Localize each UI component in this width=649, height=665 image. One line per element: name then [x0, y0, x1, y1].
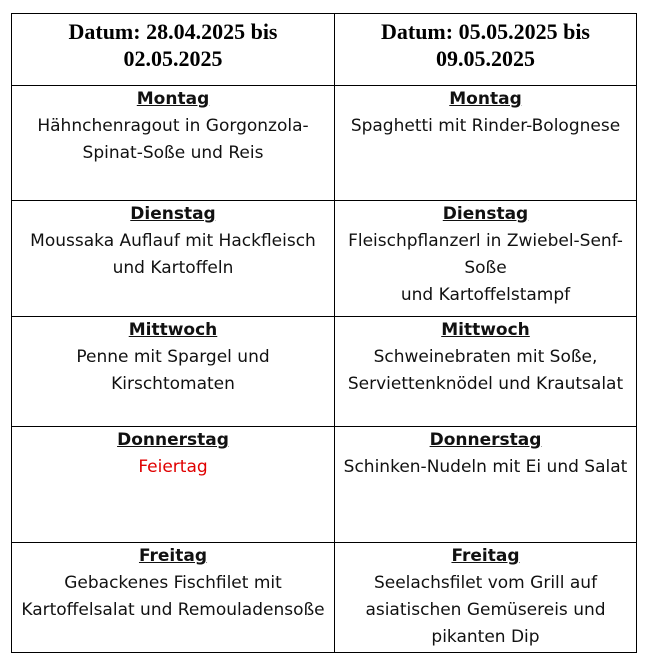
day-label: Montag: [449, 89, 522, 109]
holiday-text: Feiertag: [138, 457, 208, 477]
dish-text: Fleischpflanzerl in Zwiebel-Senf-Soße: [348, 231, 623, 278]
week2-tuesday-cell: [335, 201, 637, 317]
wednesday-row: [12, 317, 637, 427]
day-label: Freitag: [451, 546, 520, 566]
week1-friday-cell: [12, 543, 335, 653]
week1-monday-cell: [12, 86, 335, 201]
day-label: Freitag: [138, 546, 208, 566]
week2-friday-cell: [335, 543, 637, 653]
tuesday-row: [12, 201, 637, 317]
dish-text: Hähnchenragout in Gorgonzola-Spinat-Soße und Reis: [37, 116, 309, 163]
day-label: Mittwoch: [128, 320, 218, 340]
day-label: Mittwoch: [441, 320, 530, 340]
week1-wednesday-cell: [12, 317, 335, 427]
week2-wednesday-cell: [335, 317, 637, 427]
day-label: Montag: [136, 89, 210, 109]
monday-row: [12, 86, 637, 201]
day-label: Dienstag: [130, 204, 216, 224]
dish-text: Seelachsfilet vom Grill auf asiatischen Gemüsereis und pikanten Dip: [365, 573, 606, 647]
week2-thursday-cell: [335, 427, 637, 543]
day-label: Donnerstag: [117, 430, 229, 450]
friday-row: [12, 543, 637, 653]
header-row: [12, 14, 637, 86]
weekly-menu-table: [11, 13, 637, 653]
week2-date-header: Datum: 05.05.2025 bis 09.05.2025: [335, 14, 637, 86]
day-label: Donnerstag: [429, 430, 542, 450]
dish-text: Schweinebraten mit Soße, Serviettenknödel und Krautsalat: [347, 347, 624, 394]
week1-tuesday-cell: [12, 201, 335, 317]
week1-thursday-cell: [12, 427, 335, 543]
dish-text: Schinken-Nudeln mit Ei und Salat: [343, 457, 628, 477]
week1-date-header: Datum: 28.04.2025 bis 02.05.2025: [12, 14, 335, 86]
week2-monday-cell: [335, 86, 637, 201]
dish-text: Spaghetti mit Rinder-Bolognese: [350, 116, 621, 136]
dish-text: Moussaka Auflauf mit Hackfleisch und Kartoffeln: [30, 231, 316, 278]
dish-text: Penne mit Spargel und Kirschtomaten: [76, 347, 270, 394]
dish-text-line2: und Kartoffelstampf: [400, 285, 571, 305]
day-label: Dienstag: [442, 204, 529, 224]
thursday-row: [12, 427, 637, 543]
dish-text: Gebackenes Fischfilet mit Kartoffelsalat und Remouladensoße: [21, 573, 325, 620]
